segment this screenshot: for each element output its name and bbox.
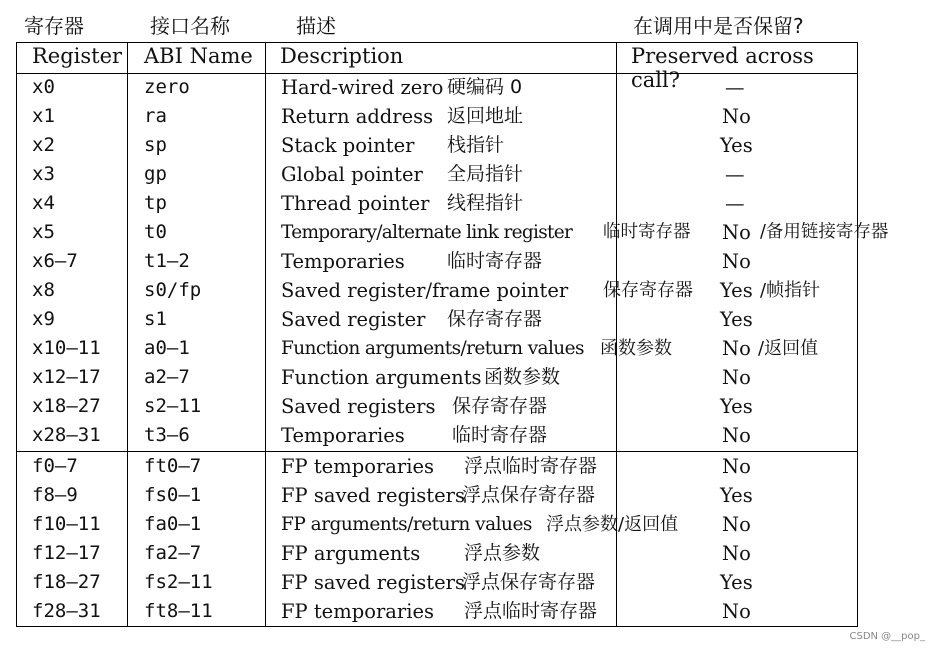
register-cell: x9 [32,308,55,330]
register-cell: x12–17 [32,366,101,388]
abi-cell: ft0–7 [144,455,202,477]
table-row [0,189,935,218]
register-cell: x3 [32,163,55,185]
description-cn: 线程指针 [447,192,524,214]
header-preserved: Preserved across call? [631,44,814,92]
description-cn: 返回地址 [447,105,524,127]
preserved-cell: No [722,542,751,565]
register-cell: f0–7 [32,455,78,477]
header-register: Register [32,44,123,68]
description-cell: FP temporaries [281,455,434,478]
description-cell: Temporaries [281,250,405,273]
register-cell: x8 [32,279,55,301]
description-cell: Temporaries [281,424,405,447]
preserved-cell: No [722,221,751,244]
table-row [0,102,935,131]
description-cell: Function arguments [281,366,482,389]
description-cn: 临时寄存器 [447,250,543,272]
preserved-cell: Yes [720,134,753,157]
register-cell: x2 [32,134,55,156]
abi-cell: zero [144,76,190,98]
register-cell: x1 [32,105,55,127]
table-row [0,334,935,363]
header-abi-name: ABI Name [144,44,253,68]
preserved-cell: No [722,337,751,360]
preserved-cell: No [722,250,751,273]
abi-cell: a0–1 [144,337,190,359]
table-row [0,276,935,305]
abi-cell: gp [144,163,167,185]
description-cn: 保存寄存器 [452,395,548,417]
preserved-cell: No [722,105,751,128]
description-cn: 临时寄存器 [452,424,548,446]
abi-cell: fa0–1 [144,513,202,535]
cn-header-abi-name: 接口名称 [150,14,230,38]
preserved-cell: — [725,76,745,99]
table-row [0,160,935,189]
register-cell: x18–27 [32,395,101,417]
abi-cell: ra [144,105,167,127]
description-cell: Saved registers [281,395,436,418]
register-cell: x0 [32,76,55,98]
register-cell: x5 [32,221,55,243]
cn-header-register: 寄存器 [24,14,84,38]
description-cn: 保存寄存器 [603,280,693,301]
description-cell: FP saved registers [281,484,466,507]
abi-cell: fs2–11 [144,571,213,593]
preserved-cn: /备用链接寄存器 [760,222,889,242]
table-row [0,452,935,481]
table-row [0,481,935,510]
preserved-cell: Yes [720,308,753,331]
table-row [0,539,935,568]
table-row [0,363,935,392]
abi-cell: a2–7 [144,366,190,388]
abi-cell: t3–6 [144,424,190,446]
description-cn: 函数参数 [600,338,672,359]
description-cn: 保存寄存器 [447,308,543,330]
preserved-cell: No [722,366,751,389]
register-cell: x6–7 [32,250,78,272]
abi-cell: fa2–7 [144,542,202,564]
register-cell: f8–9 [32,484,78,506]
table-row [0,392,935,421]
description-cn: 全局指针 [447,163,524,185]
description-cn: 浮点临时寄存器 [464,600,598,622]
description-cn: 浮点参数 [464,542,541,564]
description-cn: 浮点保存寄存器 [462,571,596,593]
preserved-cell: No [722,513,751,536]
register-cell: x28–31 [32,424,101,446]
table-row [0,247,935,276]
register-cell: f12–17 [32,542,101,564]
description-cn: 函数参数 [484,366,561,388]
register-cell: f10–11 [32,513,101,535]
abi-cell: t1–2 [144,250,190,272]
preserved-cn: /帧指针 [760,280,821,301]
table-row [0,73,935,102]
preserved-cell: No [722,455,751,478]
header-description: Description [280,44,404,68]
description-cell: Saved register/frame pointer [281,279,569,302]
table-row [0,421,935,450]
table-row [0,510,935,539]
description-cn: 临时寄存器 [603,222,691,242]
description-cell: Function arguments/return values [281,338,584,359]
preserved-cell: Yes [720,484,753,507]
description-cell: Stack pointer [281,134,415,157]
preserved-cn: /返回值 [758,338,819,359]
table-row [0,131,935,160]
cn-header-description: 描述 [296,14,336,38]
description-cn: 栈指针 [447,134,505,156]
description-cn: 浮点参数/返回值 [546,514,679,535]
description-cell: FP arguments/return values [281,514,532,535]
cn-header-preserved: 在调用中是否保留? [633,14,804,38]
preserved-cell: — [725,163,745,186]
abi-cell: s2–11 [144,395,202,417]
description-cell: Return address [281,105,434,128]
description-cell: Thread pointer [281,192,430,215]
table-row [0,597,935,626]
preserved-cell: Yes [720,571,753,594]
preserved-cell: No [722,600,751,623]
register-cell: x10–11 [32,337,101,359]
register-cell: x4 [32,192,55,214]
description-cell: FP arguments [281,542,421,565]
table-row [0,568,935,597]
table-border-bottom [16,626,858,627]
abi-cell: t0 [144,221,167,243]
register-cell: f18–27 [32,571,101,593]
abi-cell: s0/fp [144,279,202,301]
register-cell: f28–31 [32,600,101,622]
watermark: CSDN @__pop_ [849,631,925,642]
abi-cell: tp [144,192,167,214]
description-cell: Hard-wired zero [281,76,444,99]
abi-cell: fs0–1 [144,484,202,506]
description-cell: Global pointer [281,163,423,186]
abi-cell: s1 [144,308,167,330]
preserved-cell: — [725,192,745,215]
table-border-top [16,42,858,43]
preserved-cell: Yes [720,279,753,302]
abi-cell: sp [144,134,167,156]
description-cell: Temporary/alternate link register [281,222,573,243]
description-cn: 浮点临时寄存器 [464,455,598,477]
description-cell: Saved register [281,308,426,331]
description-cn: 硬编码 0 [447,76,523,98]
table-row [0,218,935,247]
preserved-cell: Yes [720,395,753,418]
preserved-cell: No [722,424,751,447]
description-cn: 浮点保存寄存器 [462,484,596,506]
description-cell: FP saved registers [281,571,466,594]
abi-cell: ft8–11 [144,600,213,622]
description-cell: FP temporaries [281,600,434,623]
table-row [0,305,935,334]
